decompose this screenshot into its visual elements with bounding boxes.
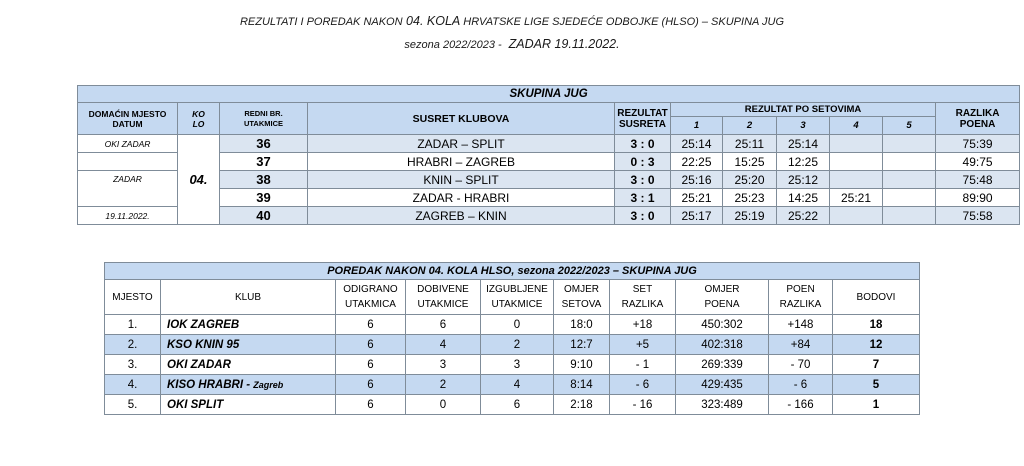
col-redni: REDNI BR. UTAKMICE [220, 103, 308, 135]
set-score: 25:16 [671, 171, 723, 189]
set-score: 22:25 [671, 153, 723, 171]
standing-points: 7 [833, 355, 920, 375]
won: 6 [406, 315, 481, 335]
match-number: 38 [220, 171, 308, 189]
match-result: 3 : 0 [615, 135, 671, 153]
match-row [78, 153, 1020, 171]
point-diff: +148 [769, 315, 833, 335]
standing-points: 1 [833, 395, 920, 415]
set-score: 25:12 [777, 171, 830, 189]
standings-row [105, 395, 920, 415]
col-dobivene: DOBIVENE UTAKMICE [406, 280, 481, 315]
lost: 4 [481, 375, 554, 395]
point-ratio: 429:435 [676, 375, 769, 395]
col-mjesto: MJESTO [105, 280, 161, 315]
set-diff: +5 [610, 335, 676, 355]
set-score [830, 153, 883, 171]
title-league: HRVATSKE LIGE SJEDEĆE ODBOJKE (HLSO) – SKUPINA JUG [463, 16, 784, 28]
page-title [0, 14, 1024, 28]
played: 6 [336, 355, 406, 375]
match-row [78, 207, 1020, 225]
played: 6 [336, 395, 406, 415]
set-diff: - 6 [610, 375, 676, 395]
col-omjer-setova: OMJER SETOVA [554, 280, 610, 315]
point-diff: +84 [769, 335, 833, 355]
standing-points: 12 [833, 335, 920, 355]
col-susret: SUSRET KLUBOVA [308, 103, 615, 135]
set-label-4: 4 [830, 117, 883, 135]
club-name: OKI SPLIT [161, 395, 336, 415]
place: 4. [105, 375, 161, 395]
point-ratio: 402:318 [676, 335, 769, 355]
set-score [883, 207, 936, 225]
standing-points: 18 [833, 315, 920, 335]
set-ratio: 2:18 [554, 395, 610, 415]
set-ratio: 9:10 [554, 355, 610, 375]
col-odigrano: ODIGRANO UTAKMICA [336, 280, 406, 315]
point-diff: - 6 [769, 375, 833, 395]
place: 1. [105, 315, 161, 335]
match-teams: ZADAR - HRABRI [308, 189, 615, 207]
club-name: IOK ZAGREB [161, 315, 336, 335]
set-ratio: 18:0 [554, 315, 610, 335]
match-teams: ZAGREB – KNIN [308, 207, 615, 225]
subtitle-venue-date: ZADAR 19.11.2022. [508, 37, 620, 51]
place: 5. [105, 395, 161, 415]
col-izgubljene: IZGUBLJENE UTAKMICE [481, 280, 554, 315]
set-score: 25:21 [830, 189, 883, 207]
match-teams: KNIN – SPLIT [308, 171, 615, 189]
standings-caption: POREDAK NAKON 04. KOLA HLSO, sezona 2022/2023 – SKUPINA JUG [105, 263, 920, 280]
lost: 2 [481, 335, 554, 355]
won: 0 [406, 395, 481, 415]
subtitle-season: sezona 2022/2023 - [404, 39, 502, 51]
won: 4 [406, 335, 481, 355]
match-row [78, 135, 1020, 153]
set-label-5: 5 [883, 117, 936, 135]
place: 3. [105, 355, 161, 375]
played: 6 [336, 335, 406, 355]
set-diff: +18 [610, 315, 676, 335]
standings-table [104, 262, 920, 415]
set-score: 14:25 [777, 189, 830, 207]
set-score [883, 153, 936, 171]
set-score: 25:23 [723, 189, 777, 207]
set-score: 25:20 [723, 171, 777, 189]
club-name: OKI ZADAR [161, 355, 336, 375]
point-ratio: 323:489 [676, 395, 769, 415]
lost: 0 [481, 315, 554, 335]
points-ratio: 75:39 [936, 135, 1020, 153]
match-result: 3 : 0 [615, 171, 671, 189]
points-ratio: 89:90 [936, 189, 1020, 207]
match-result: 0 : 3 [615, 153, 671, 171]
standings-row [105, 355, 920, 375]
standing-points: 5 [833, 375, 920, 395]
host-club: OKI ZADAR [78, 135, 178, 153]
points-ratio: 49:75 [936, 153, 1020, 171]
title-prefix: REZULTATI I POREDAK NAKON [239, 16, 403, 28]
col-klub: KLUB [161, 280, 336, 315]
set-score [883, 171, 936, 189]
host-empty [78, 153, 178, 171]
standings-row [105, 315, 920, 335]
won: 2 [406, 375, 481, 395]
lost: 3 [481, 355, 554, 375]
match-row [78, 171, 1020, 189]
points-ratio: 75:58 [936, 207, 1020, 225]
results-table [77, 85, 1020, 225]
match-teams: ZADAR – SPLIT [308, 135, 615, 153]
lost: 6 [481, 395, 554, 415]
set-score [883, 189, 936, 207]
set-ratio: 8:14 [554, 375, 610, 395]
col-omjer-poena: OMJER POENA [676, 280, 769, 315]
host-city: ZADAR [78, 171, 178, 207]
match-result: 3 : 1 [615, 189, 671, 207]
set-label-2: 2 [723, 117, 777, 135]
played: 6 [336, 375, 406, 395]
set-score: 25:22 [777, 207, 830, 225]
set-score [883, 135, 936, 153]
match-date: 19.11.2022. [78, 207, 178, 225]
set-score: 25:14 [671, 135, 723, 153]
point-diff: - 70 [769, 355, 833, 375]
set-score: 25:11 [723, 135, 777, 153]
standings-row [105, 335, 920, 355]
results-caption: SKUPINA JUG [78, 86, 1020, 103]
match-teams: HRABRI – ZAGREB [308, 153, 615, 171]
set-score [830, 207, 883, 225]
club-name: KSO KNIN 95 [161, 335, 336, 355]
points-ratio: 75:48 [936, 171, 1020, 189]
col-host: DOMAĆIN MJESTO DATUM [78, 103, 178, 135]
col-poen-razlika: POEN RAZLIKA [769, 280, 833, 315]
set-diff: - 1 [610, 355, 676, 375]
point-diff: - 166 [769, 395, 833, 415]
standings-row [105, 375, 920, 395]
match-number: 39 [220, 189, 308, 207]
set-label-1: 1 [671, 117, 723, 135]
set-score [830, 171, 883, 189]
col-bodovi: BODOVI [833, 280, 920, 315]
set-score: 12:25 [777, 153, 830, 171]
match-number: 40 [220, 207, 308, 225]
played: 6 [336, 315, 406, 335]
col-po-setovima: REZULTAT PO SETOVIMA [671, 103, 936, 117]
match-row [78, 189, 1020, 207]
set-score: 15:25 [723, 153, 777, 171]
point-ratio: 450:302 [676, 315, 769, 335]
page-subtitle [0, 37, 1024, 51]
match-number: 37 [220, 153, 308, 171]
kolo-number: 04. [178, 135, 220, 225]
won: 3 [406, 355, 481, 375]
col-set-razlika: SET RAZLIKA [610, 280, 676, 315]
point-ratio: 269:339 [676, 355, 769, 375]
set-score: 25:14 [777, 135, 830, 153]
set-score [830, 135, 883, 153]
set-score: 25:19 [723, 207, 777, 225]
set-diff: - 16 [610, 395, 676, 415]
col-kolo: KO LO [178, 103, 220, 135]
match-result: 3 : 0 [615, 207, 671, 225]
set-score: 25:17 [671, 207, 723, 225]
col-rezultat: REZULTAT SUSRETA [615, 103, 671, 135]
set-ratio: 12:7 [554, 335, 610, 355]
club-name: KISO HRABRI - Zagreb [161, 375, 336, 395]
set-score: 25:21 [671, 189, 723, 207]
place: 2. [105, 335, 161, 355]
match-number: 36 [220, 135, 308, 153]
col-razlika: RAZLIKA POENA [936, 103, 1020, 135]
title-kolo: 04. KOLA [406, 14, 460, 28]
set-label-3: 3 [777, 117, 830, 135]
